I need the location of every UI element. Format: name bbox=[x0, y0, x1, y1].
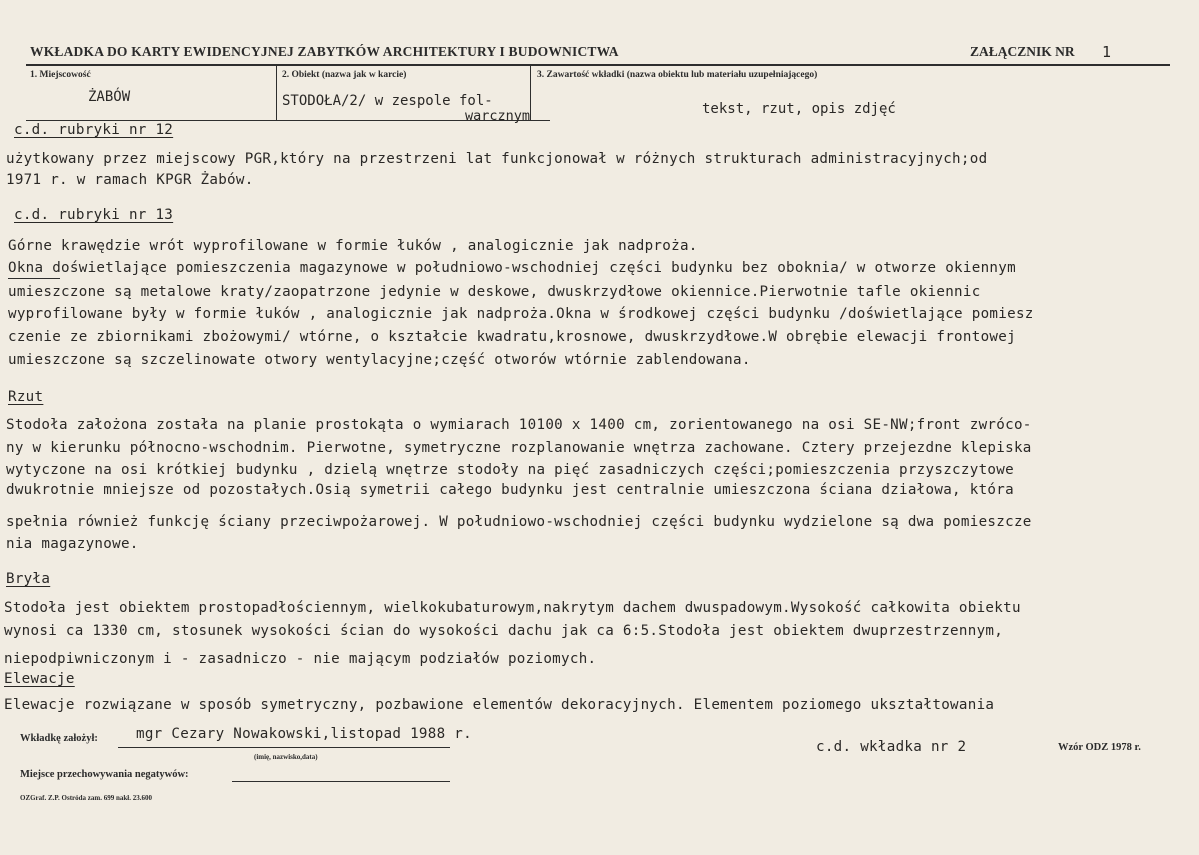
continuation-note: c.d. wkładka nr 2 bbox=[816, 739, 967, 755]
section-13-line: czenie ze zbiornikami zbożowymi/ wtórne, o kształcie kwadratu,krosnowe, dwuskrzydłowe.W obrębie elewacji frontowej bbox=[8, 329, 1016, 345]
author-line bbox=[118, 747, 450, 748]
negatives-line bbox=[232, 781, 450, 782]
okna-underline bbox=[8, 278, 60, 279]
header-top-rule bbox=[26, 64, 1170, 66]
bryla-line: niepodpiwniczonym i - zasadniczo - nie mającym podziałów poziomych. bbox=[4, 651, 597, 667]
bryla-line: wynosi ca 1330 cm, stosunek wysokości ścian do wysokości dachu jak ca 6:5.Stodoła jest obiektem dwuprzestrzennym, bbox=[4, 623, 1004, 639]
cell-divider-1 bbox=[276, 64, 277, 121]
rzut-line: nia magazynowe. bbox=[6, 536, 139, 552]
section-13-line: Górne krawędzie wrót wyprofilowane w formie łuków , analogicznie jak nadproża. bbox=[8, 238, 698, 254]
cell-divider-2 bbox=[530, 64, 531, 121]
form-code: Wzór ODZ 1978 r. bbox=[1058, 742, 1141, 753]
section-13-line: Okna doświetlające pomieszczenia magazynowe w południowo-wschodniej części budynku bez oboknia/ w otworze okiennym bbox=[8, 260, 1016, 276]
rzut-heading: Rzut bbox=[8, 389, 44, 405]
section-13-line: umieszczone są metalowe kraty/zaopatrzone jedynie w deskowe, dwuskrzydłowe okiennice.Pierwotnie tafle okiennic bbox=[8, 284, 981, 300]
negatives-label: Miejsce przechowywania negatywów: bbox=[20, 769, 189, 780]
elewacje-heading: Elewacje bbox=[4, 671, 75, 687]
author-label: Wkładkę założył: bbox=[20, 733, 98, 744]
printer-info: OZGraf. Z.P. Ostróda zam. 699 nakł. 23.600 bbox=[20, 794, 152, 802]
rzut-line: spełnia również funkcję ściany przeciwpożarowej. W południowo-wschodniej części budynku wydzielone są dwa pomieszcze bbox=[6, 514, 1032, 530]
section-13-heading: c.d. rubryki nr 13 bbox=[14, 207, 174, 223]
author-value: mgr Cezary Nowakowski,listopad 1988 r. bbox=[136, 726, 472, 742]
annex-label: ZAŁĄCZNIK NR bbox=[970, 44, 1075, 59]
object-label: 2. Obiekt (nazwa jak w karcie) bbox=[282, 70, 407, 80]
annex-number: 1 bbox=[1102, 43, 1112, 61]
object-value-line1: STODOŁA/2/ w zespole fol- bbox=[282, 93, 493, 109]
location-label: 1. Miejscowość bbox=[30, 70, 91, 80]
bryla-heading: Bryła bbox=[6, 571, 51, 587]
author-caption: (imię, nazwisko,data) bbox=[254, 753, 318, 761]
elewacje-line: Elewacje rozwiązane w sposób symetryczny, pozbawione elementów dekoracyjnych. Elementem poziomego ukształtowania bbox=[4, 697, 995, 713]
section-12-line: użytkowany przez miejscowy PGR,który na przestrzeni lat funkcjonował w różnych strukturach administracyjnych;od bbox=[6, 151, 988, 167]
rzut-line: dwukrotnie mniejsze od pozostałych.Osią symetrii całego budynku jest centralnie umieszczona ściana działowa, która bbox=[6, 482, 1014, 498]
rzut-line: wytyczone na osi krótkiej budynku , dzielą wnętrze stodoły na pięć zasadniczych części;pomieszczenia przyszczytowe bbox=[6, 462, 1014, 478]
section-13-line: wyprofilowane były w formie łuków , analogicznie jak nadproża.Okna w środkowej części budynku /doświetlające pomiesz bbox=[8, 306, 1034, 322]
contents-value: tekst, rzut, opis zdjęć bbox=[702, 101, 896, 117]
bryla-line: Stodoła jest obiektem prostopadłościennym, wielkokubaturowym,nakrytym dachem dwuspadowym.Wysokość całkowita obiektu bbox=[4, 600, 1021, 616]
location-value: ŻABÓW bbox=[88, 89, 131, 105]
rzut-line: ny w kierunku północno-wschodnim. Pierwotne, symetryczne rozplanowanie wnętrza zachowane. Cztery przejezdne klepiska bbox=[6, 440, 1032, 456]
object-value-line2: warcznym bbox=[465, 108, 531, 124]
section-13-line: umieszczone są szczelinowate otwory wentylacyjne;część otworów wtórnie zablendowana. bbox=[8, 352, 751, 368]
section-12-line: 1971 r. w ramach KPGR Żabów. bbox=[6, 172, 254, 188]
rzut-line: Stodoła założona została na planie prostokąta o wymiarach 10100 x 1400 cm, zorientowanego na osi SE-NW;front zwróco- bbox=[6, 417, 1032, 433]
form-title: WKŁADKA DO KARTY EWIDENCYJNEJ ZABYTKÓW ARCHITEKTURY I BUDOWNICTWA bbox=[30, 44, 619, 59]
contents-label: 3. Zawartość wkładki (nazwa obiektu lub materiału uzupełniającego) bbox=[537, 70, 818, 80]
section-12-heading: c.d. rubryki nr 12 bbox=[14, 122, 174, 138]
